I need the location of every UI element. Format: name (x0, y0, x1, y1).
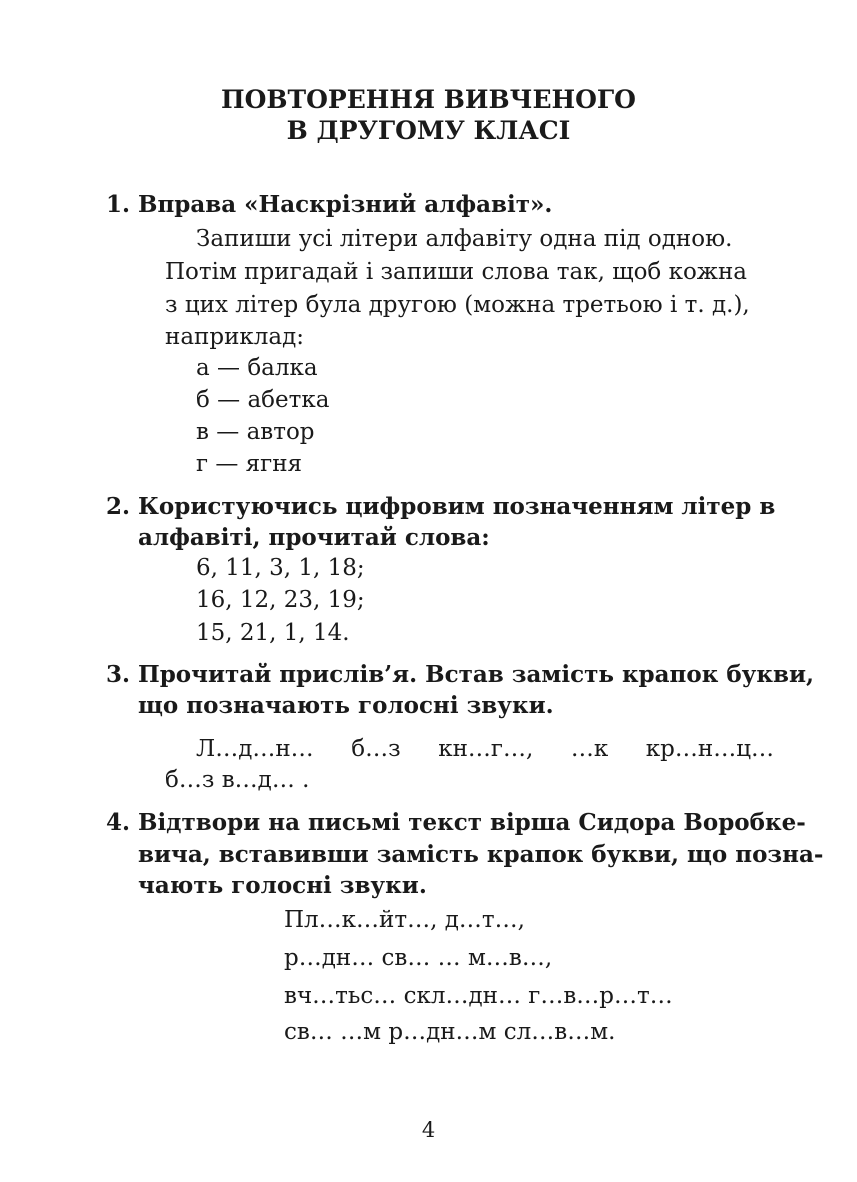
page-title (0, 84, 857, 146)
exercise-text-line: з цих літер була другою (можна третьою і т. д.), (165, 292, 750, 318)
example-line: в — автор (196, 419, 315, 445)
number-row: 15, 21, 1, 14. (196, 620, 350, 646)
exercise-number: 3. (106, 661, 131, 688)
poem-line: р…дн… св… … м…в…, (284, 945, 553, 971)
example-line: а — балка (196, 355, 318, 381)
exercise-heading-line: чають голосні звуки. (138, 872, 427, 899)
example-line: б — абетка (196, 387, 330, 413)
exercise-heading-line: що позначають голосні звуки. (138, 692, 554, 719)
number-row: 16, 12, 23, 19; (196, 587, 365, 613)
exercise-heading-line: Відтвори на письмі текст вірша Сидора Воробке- (138, 809, 806, 836)
exercise-number: 1. (106, 191, 131, 218)
exercise-text-line: Запиши усі літери алфавіту одна під одною. (196, 226, 733, 252)
poem-line: вч…тьс… скл…дн… г…в…р…т… (284, 983, 673, 1009)
poem-line: Пл…к…йт…, д…т…, (284, 907, 525, 933)
page-number: 4 (421, 1118, 436, 1142)
number-row: 6, 11, 3, 1, 18; (196, 555, 365, 581)
exercise-number: 2. (106, 493, 131, 520)
exercise-text-line: наприклад: (165, 324, 305, 350)
exercise-heading: Вправа «Наскрізний алфавіт». (138, 191, 553, 218)
exercise-heading-line: Користуючись цифровим позначенням літер в (138, 493, 776, 520)
proverb-line: б…з в…д… . (165, 767, 310, 793)
proverb-line: Л…д…н… б…з кн…г…, …к кр…н…ц… (196, 736, 774, 762)
exercise-text-line: Потім пригадай і запиши слова так, щоб кожна (165, 259, 748, 285)
exercise-heading-line: Прочитай прислів’я. Встав замість крапок букви, (138, 661, 815, 688)
poem-line: св… …м р…дн…м сл…в…м. (284, 1019, 616, 1045)
exercise-heading-line: алфавіті, прочитай слова: (138, 524, 490, 551)
title-line-2: В ДРУГОМУ КЛАСІ (286, 116, 571, 145)
example-line: г — ягня (196, 451, 303, 477)
exercise-heading-line: вича, вставивши замість крапок букви, що позна- (138, 841, 824, 868)
title-line-1: ПОВТОРЕННЯ ВИВЧЕНОГО (221, 85, 636, 114)
exercise-number: 4. (106, 809, 131, 836)
